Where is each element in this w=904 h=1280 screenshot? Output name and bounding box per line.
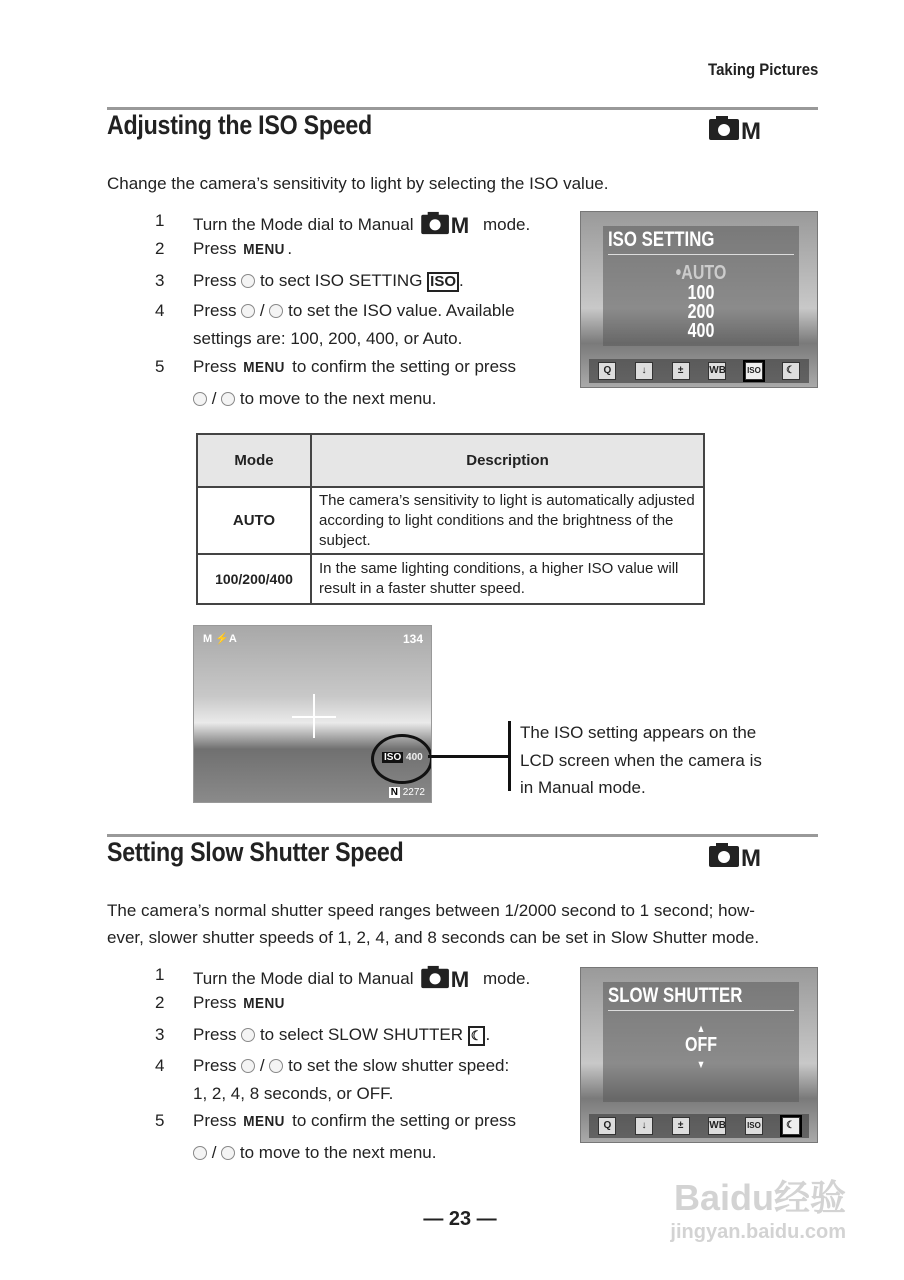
- step-5-cont: / to move to the next menu.: [193, 1143, 436, 1163]
- svg-text:M: M: [451, 967, 470, 989]
- svg-text:M: M: [451, 213, 470, 235]
- intro-text: Change the camera’s sensitivity to light by selecting the ISO value.: [107, 174, 609, 193]
- iso-badge: ISO: [384, 752, 402, 763]
- up-button-icon: [241, 304, 255, 318]
- lcd-title: ISO SETTING: [608, 228, 715, 251]
- step-number: 2: [155, 993, 165, 1012]
- right-button-icon: [221, 392, 235, 406]
- step-number: 2: [155, 239, 165, 258]
- mode-indicator: M: [203, 633, 213, 645]
- lcd-slow-shutter: SLOW SHUTTER ▲ OFF ▼ Q ↓ ± WB ISO ☾: [580, 967, 818, 1143]
- flash-indicator: ⚡A: [215, 633, 237, 645]
- step-3: Press to select SLOW SHUTTER ☾ .: [193, 1025, 491, 1044]
- step-number: 1: [155, 965, 165, 984]
- step-4: Press / to set the ISO value. Available: [193, 301, 515, 320]
- slow-shutter-icon: ☾: [782, 362, 800, 380]
- iso-icon: ISO: [427, 272, 459, 292]
- right-button-icon: [241, 274, 255, 288]
- step-number: 5: [155, 1111, 165, 1130]
- step-5-cont: / to move to the next menu.: [193, 389, 436, 409]
- iso-icon: ISO: [745, 362, 763, 380]
- table-row: 100/200/400 In the same lighting conditions, a higher ISO value will result in a faster shutter speed.: [197, 554, 704, 604]
- right-button-icon: [221, 1146, 235, 1160]
- running-header: Taking Pictures: [707, 60, 818, 79]
- svg-text:M: M: [741, 845, 761, 868]
- lcd-iso-setting: [580, 211, 818, 388]
- slow-shutter-icon: ☾: [468, 1026, 486, 1046]
- step-5: Press MENU to confirm the setting or press: [193, 357, 517, 376]
- shot-count: 134: [402, 632, 423, 646]
- down-button-icon: [269, 1059, 283, 1073]
- menu-button-label: MENU: [243, 241, 286, 258]
- wb-icon: WB: [708, 362, 726, 380]
- callout-bar: [508, 721, 511, 791]
- quality-indicator: N: [390, 787, 398, 798]
- step-4-cont: 1, 2, 4, 8 seconds, or OFF.: [193, 1084, 394, 1103]
- step-4: Press / to set the slow shutter speed:: [193, 1056, 510, 1075]
- step-1: Turn the Mode dial to Manual M mode.: [193, 211, 530, 235]
- column-header: Mode: [197, 434, 311, 487]
- step-number: 1: [155, 211, 165, 230]
- section-title-iso: Adjusting the ISO Speed: [107, 110, 372, 140]
- watermark: Baidu经验 jingyan.baidu.com: [670, 1177, 846, 1243]
- exposure-icon: ±: [672, 362, 690, 380]
- camera-manual-icon: [708, 115, 768, 141]
- lcd-value: OFF: [685, 1034, 717, 1056]
- down-button-icon: [269, 304, 283, 318]
- up-button-icon: [241, 1059, 255, 1073]
- quality-icon: Q: [598, 362, 616, 380]
- step-5: Press MENU to confirm the setting or press: [193, 1111, 517, 1130]
- slow-shutter-icon: ☾: [782, 1117, 800, 1135]
- step-2: Press MENU: [193, 993, 286, 1012]
- intro-text: ever, slower shutter speeds of 1, 2, 4, and 8 seconds can be set in Slow Shutter mode.: [107, 928, 760, 947]
- svg-text:M: M: [741, 118, 761, 141]
- exposure-icon: ±: [672, 1117, 690, 1135]
- table-row: AUTO The camera’s sensitivity to light is automatically adjusted according to light conditions and the brightness of the subject.: [197, 487, 704, 554]
- camera-manual-icon: [708, 842, 768, 868]
- menu-button-label: MENU: [243, 359, 286, 376]
- lcd-option: 200: [687, 301, 715, 323]
- iso-value: 400: [406, 752, 423, 763]
- step-number: 3: [155, 271, 165, 290]
- step-2: Press MENU .: [193, 239, 293, 258]
- lcd-option: •AUTO: [675, 262, 727, 284]
- step-number: 5: [155, 357, 165, 376]
- image-size: 2272: [402, 787, 425, 798]
- step-number: 3: [155, 1025, 165, 1044]
- lcd-option: 400: [687, 320, 715, 342]
- size-icon: ↓: [635, 362, 653, 380]
- section-title-slow-shutter: Setting Slow Shutter Speed: [107, 837, 404, 867]
- camera-manual-icon: [418, 965, 478, 989]
- left-button-icon: [193, 1146, 207, 1160]
- callout-text: The ISO setting appears on the LCD screen when the camera is in Manual mode.: [520, 723, 762, 797]
- intro-text: The camera’s normal shutter speed ranges between 1/2000 second to 1 second; how-: [107, 901, 755, 920]
- camera-manual-icon: [418, 211, 478, 235]
- wb-icon: WB: [708, 1117, 726, 1135]
- column-header: Description: [311, 434, 704, 487]
- iso-icon: ISO: [745, 1117, 763, 1135]
- iso-mode-table: [196, 433, 705, 605]
- step-4-cont: settings are: 100, 200, 400, or Auto.: [193, 329, 463, 348]
- step-number: 4: [155, 301, 165, 320]
- lcd-option: 100: [687, 282, 715, 304]
- step-1: Turn the Mode dial to Manual M mode.: [193, 965, 530, 989]
- lcd-preview-photo: [193, 625, 432, 803]
- callout-line: [428, 755, 511, 758]
- right-button-icon: [241, 1028, 255, 1042]
- step-number: 4: [155, 1056, 165, 1075]
- lcd-title: SLOW SHUTTER: [608, 984, 743, 1007]
- quality-icon: Q: [598, 1117, 616, 1135]
- step-3: Press to sect ISO SETTING ISO .: [193, 271, 464, 290]
- menu-button-label: MENU: [243, 1113, 286, 1130]
- menu-button-label: MENU: [243, 995, 286, 1012]
- size-icon: ↓: [635, 1117, 653, 1135]
- page-number: — 23 —: [423, 1208, 497, 1230]
- left-button-icon: [193, 392, 207, 406]
